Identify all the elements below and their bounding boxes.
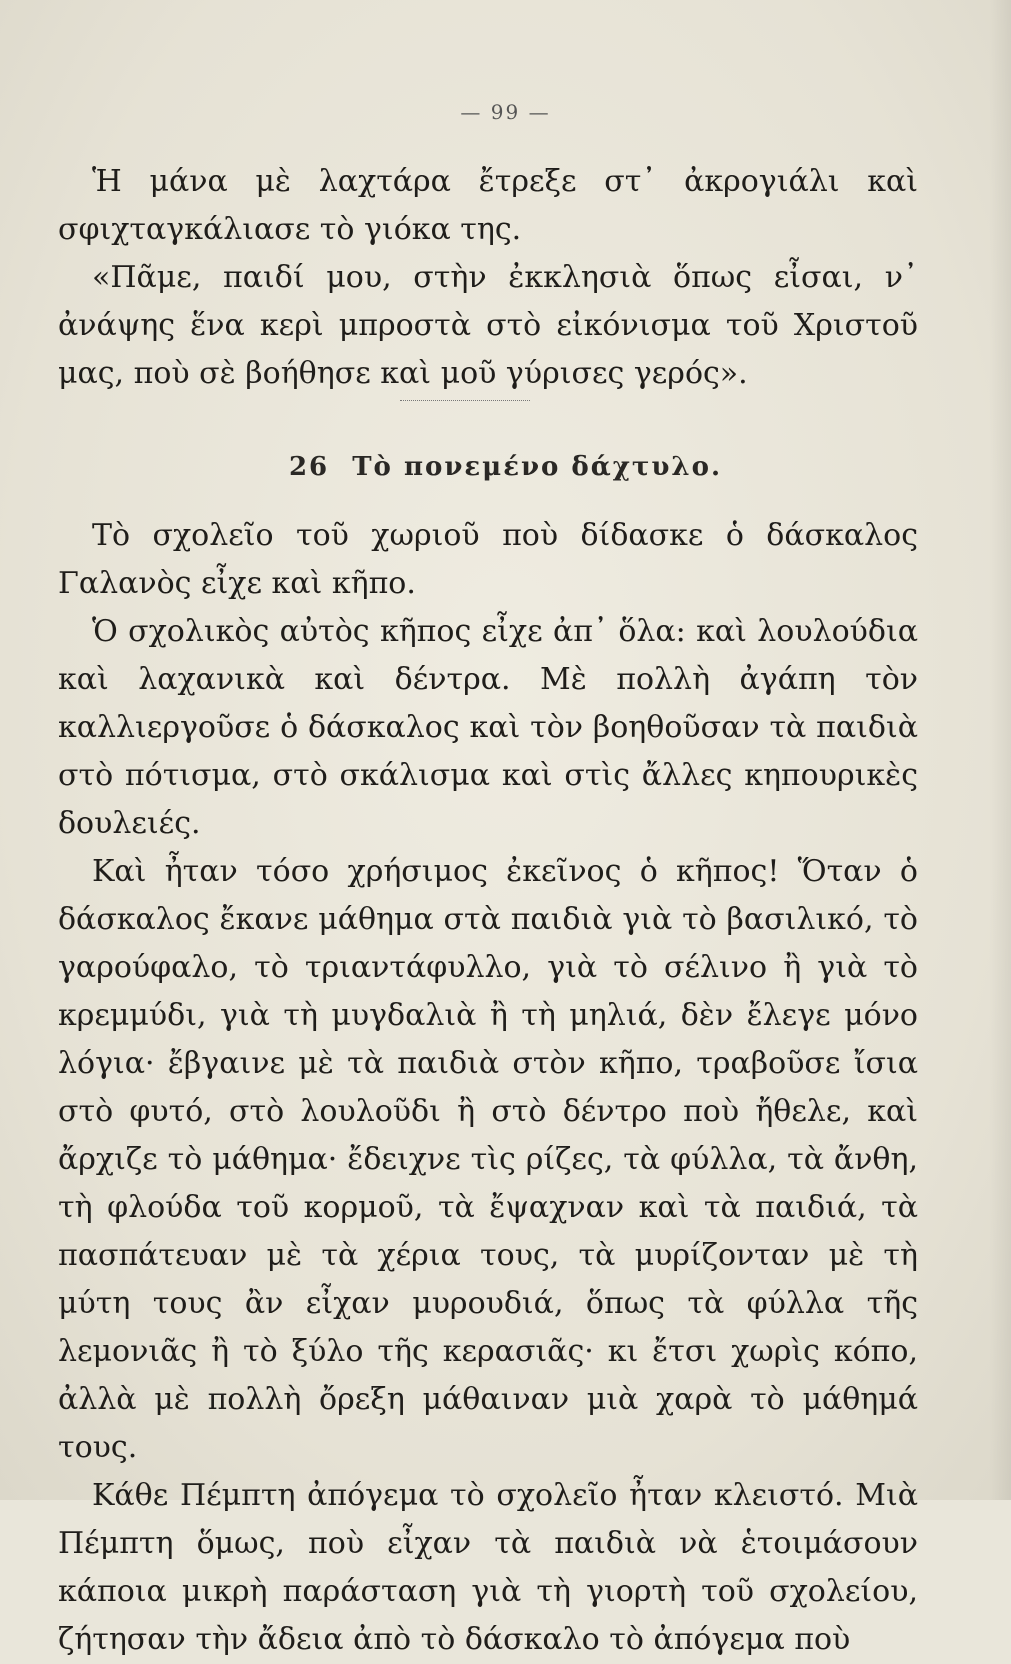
paragraph: Ὁ σχολικὸς αὐτὸς κῆπος εἶχε ἀπ᾽ ὅλα: καὶ λουλούδια καὶ λαχανικὰ καὶ δέντρα. Μὲ πολλὴ ἀγάπη τὸν καλλιεργοῦσε ὁ δάσκαλος καὶ τὸν βοηθοῦσαν τὰ παιδιὰ στὸ πότισμα, στὸ σκάλισμα καὶ στὶς ἄλλες κηπουρικὲς δουλειές.	[58, 614, 918, 841]
text-block-top	[58, 158, 918, 398]
page-number: — 99 —	[460, 100, 551, 124]
paragraph: Καὶ ἦταν τόσο χρήσιμος ἐκεῖνος ὁ κῆπος! Ὅταν ὁ δάσκαλος ἔκανε μάθημα στὰ παιδιὰ γιὰ τὸ βασιλικό, τὸ γαρούφαλο, τὸ τριαντάφυλλο, γιὰ τὸ σέλινο ἢ γιὰ τὸ κρεμμύδι, γιὰ τὴ μυγδαλιὰ ἢ τὴ μηλιά, δὲν ἔλεγε μόνο λόγια· ἔβγαινε μὲ τὰ παιδιὰ στὸν κῆπο, τραβοῦσε ἴσια στὸ φυτό, στὸ λουλοῦδι ἢ στὸ δέντρο ποὺ ἤθελε, καὶ ἄρχιζε τὸ μάθημα· ἔδειχνε τὶς ρίζες, τὰ φύλλα, τὰ ἄνθη, τὴ φλούδα τοῦ κορμοῦ, τὰ ἔψαχναν καὶ τὰ παιδιά, τὰ πασπάτευαν μὲ τὰ χέρια τους, τὰ μυρίζονταν μὲ τὴ μύτη τους ἂν εἶχαν μυρουδιά, ὅπως τὰ φύλλα τῆς λεμονιᾶς ἢ τὸ ξύλο τῆς κερασιᾶς· κι ἔτσι χωρὶς κόπο, ἀλλὰ μὲ πολλὴ ὄρεξη μάθαιναν μιὰ χαρὰ τὸ μάθημά τους.	[58, 854, 918, 1465]
page-edge-shadow	[989, 0, 1011, 1500]
paragraph: Κάθε Πέμπτη ἀπόγεμα τὸ σχολεῖο ἦταν κλειστό. Μιὰ Πέμπτη ὅμως, ποὺ εἶχαν τὰ παιδιὰ νὰ ἑτοιμάσουν κάποια μικρὴ παράσταση γιὰ τὴ γιορτὴ τοῦ σχολείου, ζήτησαν τὴν ἄδεια ἀπὸ τὸ δάσκαλο τὸ ἀπόγεμα ποὺ	[58, 1478, 918, 1657]
paragraph: Ἡ μάνα μὲ λαχτάρα ἔτρεξε στ᾽ ἀκρογιάλι καὶ σφιχταγκάλιασε τὸ γιόκα της.	[58, 164, 918, 247]
text-block-bottom	[58, 512, 918, 1664]
section-number: 26	[288, 452, 330, 482]
section-heading	[0, 452, 1011, 482]
section-divider	[400, 400, 530, 401]
paragraph: «Πᾶμε, παιδί μου, στὴν ἐκκλησιὰ ὅπως εἶσαι, ν᾽ ἀνάψης ἕνα κερὶ μπροστὰ στὸ εἰκόνισμα τοῦ Χριστοῦ μας, ποὺ σὲ βοήθησε καὶ μοῦ γύρισες γερός».	[58, 260, 918, 391]
section-title: Τὸ πονεμένο δάχτυλο.	[352, 452, 723, 482]
paragraph: Τὸ σχολεῖο τοῦ χωριοῦ ποὺ δίδασκε ὁ δάσκαλος Γαλανὸς εἶχε καὶ κῆπο.	[58, 518, 918, 601]
